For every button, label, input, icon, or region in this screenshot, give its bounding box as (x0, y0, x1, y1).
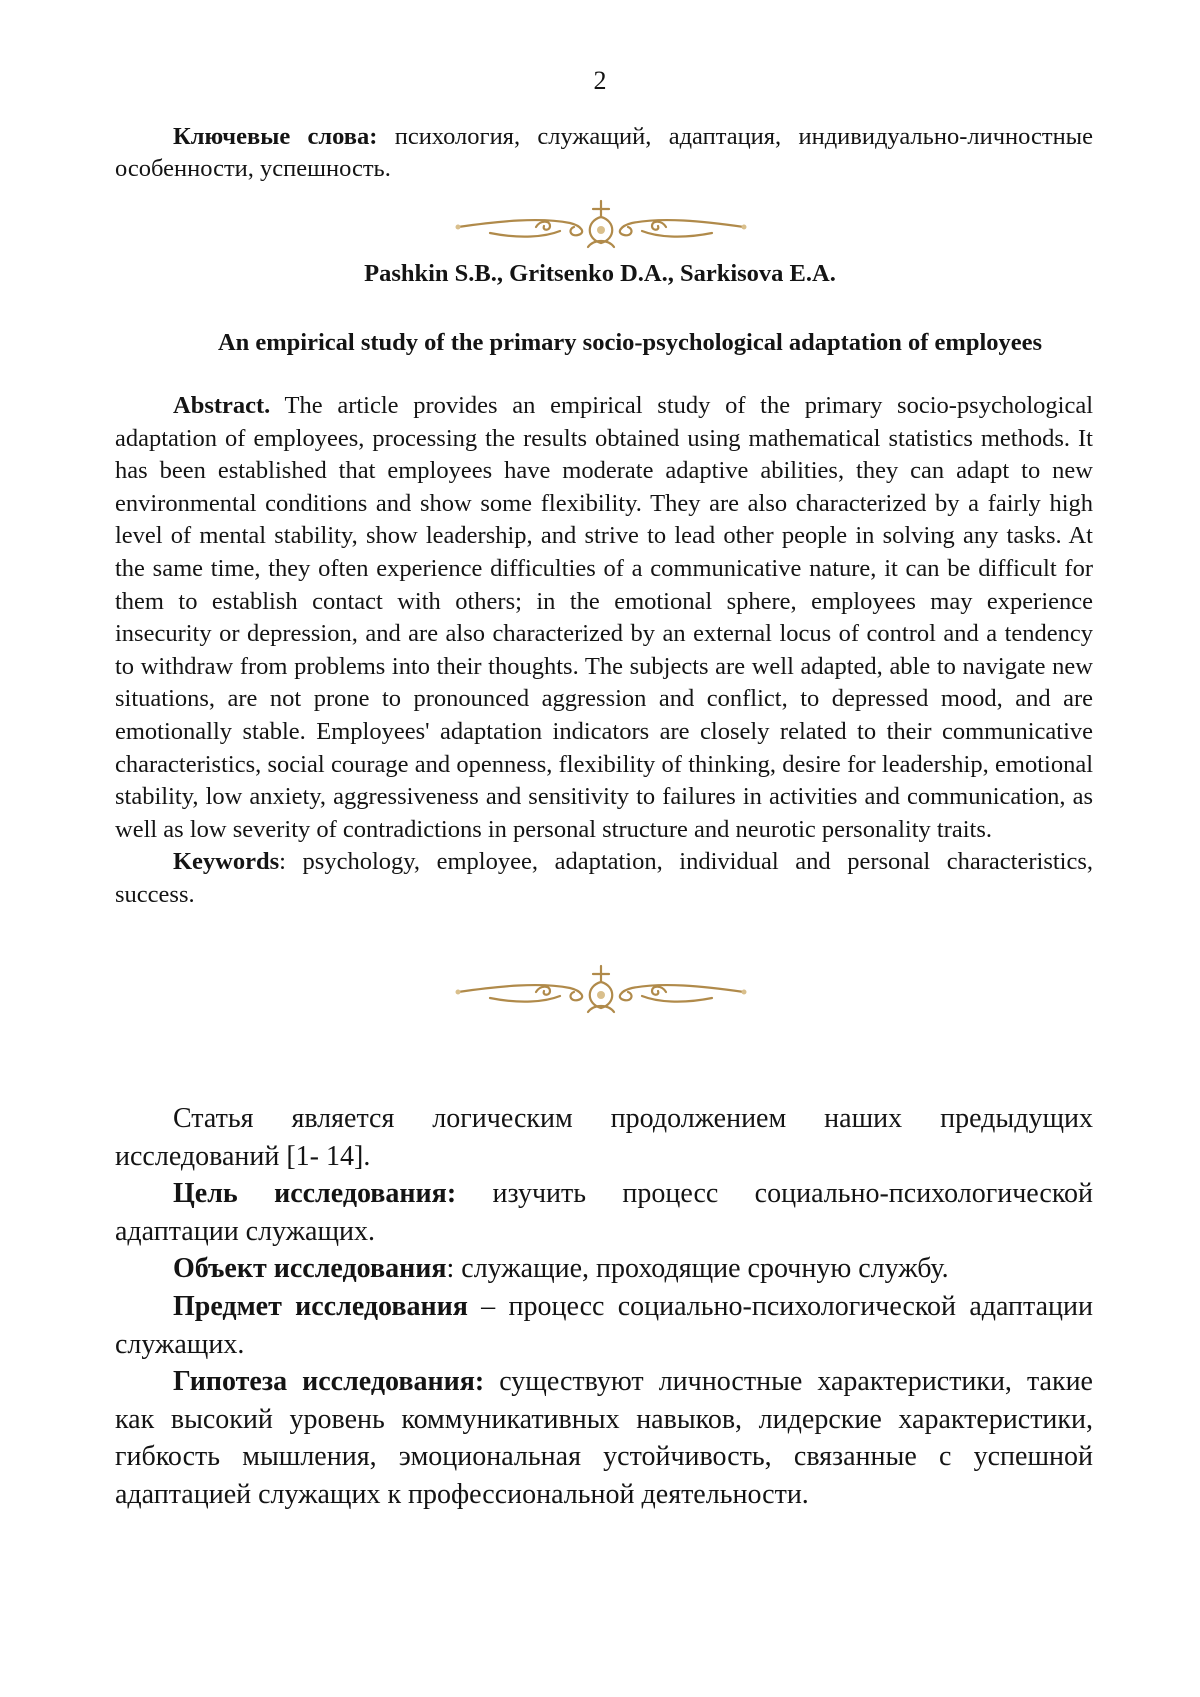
object-label: Объект исследования (173, 1253, 447, 1285)
subject-paragraph (115, 1288, 1093, 1363)
body-section (115, 1100, 1093, 1514)
goal-paragraph (115, 1175, 1093, 1250)
subject-text: – процесс социально-психологической адаптации служащих. (115, 1290, 1094, 1360)
english-keywords-text: : psychology, employee, adaptation, individual and personal characteristics, success. (115, 848, 1093, 908)
ornament-divider-top (450, 193, 752, 257)
russian-keywords (115, 121, 1093, 185)
hypothesis-label: Гипотеза исследования: (173, 1366, 485, 1398)
object-text: : служащие, проходящие срочную службу. (446, 1253, 949, 1285)
russian-keywords-label: Ключевые слова: (173, 123, 378, 150)
abstract-label: Abstract. (173, 392, 271, 419)
page-number: 2 (593, 66, 607, 95)
goal-text: изучить процесс социально-психологической адаптации служащих. (115, 1178, 1093, 1247)
goal-label: Цель исследования: (173, 1178, 457, 1210)
abstract-text: The article provides an empirical study of the primary socio-psychological adaptation of employees, processing the results obtained using mathematical statistics methods. It has been established that employees have moderate adaptive abilities, they can adapt to new environmental conditions and show some flexibility. They are also characterized by a fairly high level of mental stability, show leadership, and strive to lead other people in solving any tasks. At the same time, they often experience difficulties of a communicative nature, it can be difficult for them to establish contact with others; in the emotional sphere, employees may experience insecurity or depression, and are also characterized by an external locus of control and a tendency to withdraw from problems into their thoughts. The subjects are well adapted, able to navigate new situations, are not prone to pronounced aggression and conflict, to depressed mood, and are emotionally stable. Employees' adaptation indicators are closely related to their communicative characteristics, social courage and openness, flexibility of thinking, desire for leadership, emotional stability, low anxiety, aggressiveness and sensitivity to failures in activities and communication, as well as low severity of contradictions in personal structure and neurotic personality traits. (115, 392, 1093, 843)
ornament-divider-bottom (450, 958, 752, 1022)
abstract-paragraph (115, 390, 1093, 846)
paper-title: An empirical study of the primary socio-psychological adaptation of employees (217, 329, 1043, 356)
english-keywords (115, 846, 1093, 911)
english-keywords-label: Keywords (173, 848, 280, 876)
authors: Pashkin S.B., Gritsenko D.A., Sarkisova E.A. (364, 260, 836, 287)
subject-label: Предмет исследования (173, 1290, 468, 1322)
hypothesis-paragraph (115, 1363, 1093, 1513)
intro-paragraph: Статья является логическим продолжением наших предыдущих исследований [1- 14]. (115, 1103, 1093, 1172)
hypothesis-text: существуют личностные характеристики, такие как высокий уровень коммуникативных навыков, лидерские характеристики, гибкость мышления, эмоциональная устойчивость, связанные с успешной адаптацией служащих к профессиональной деятельности. (115, 1366, 1093, 1510)
abstract-section (115, 390, 1093, 912)
object-paragraph (115, 1250, 1093, 1288)
russian-keywords-text: психология, служащий, адаптация, индивидуально-личностные особенности, успешность. (115, 123, 1094, 182)
